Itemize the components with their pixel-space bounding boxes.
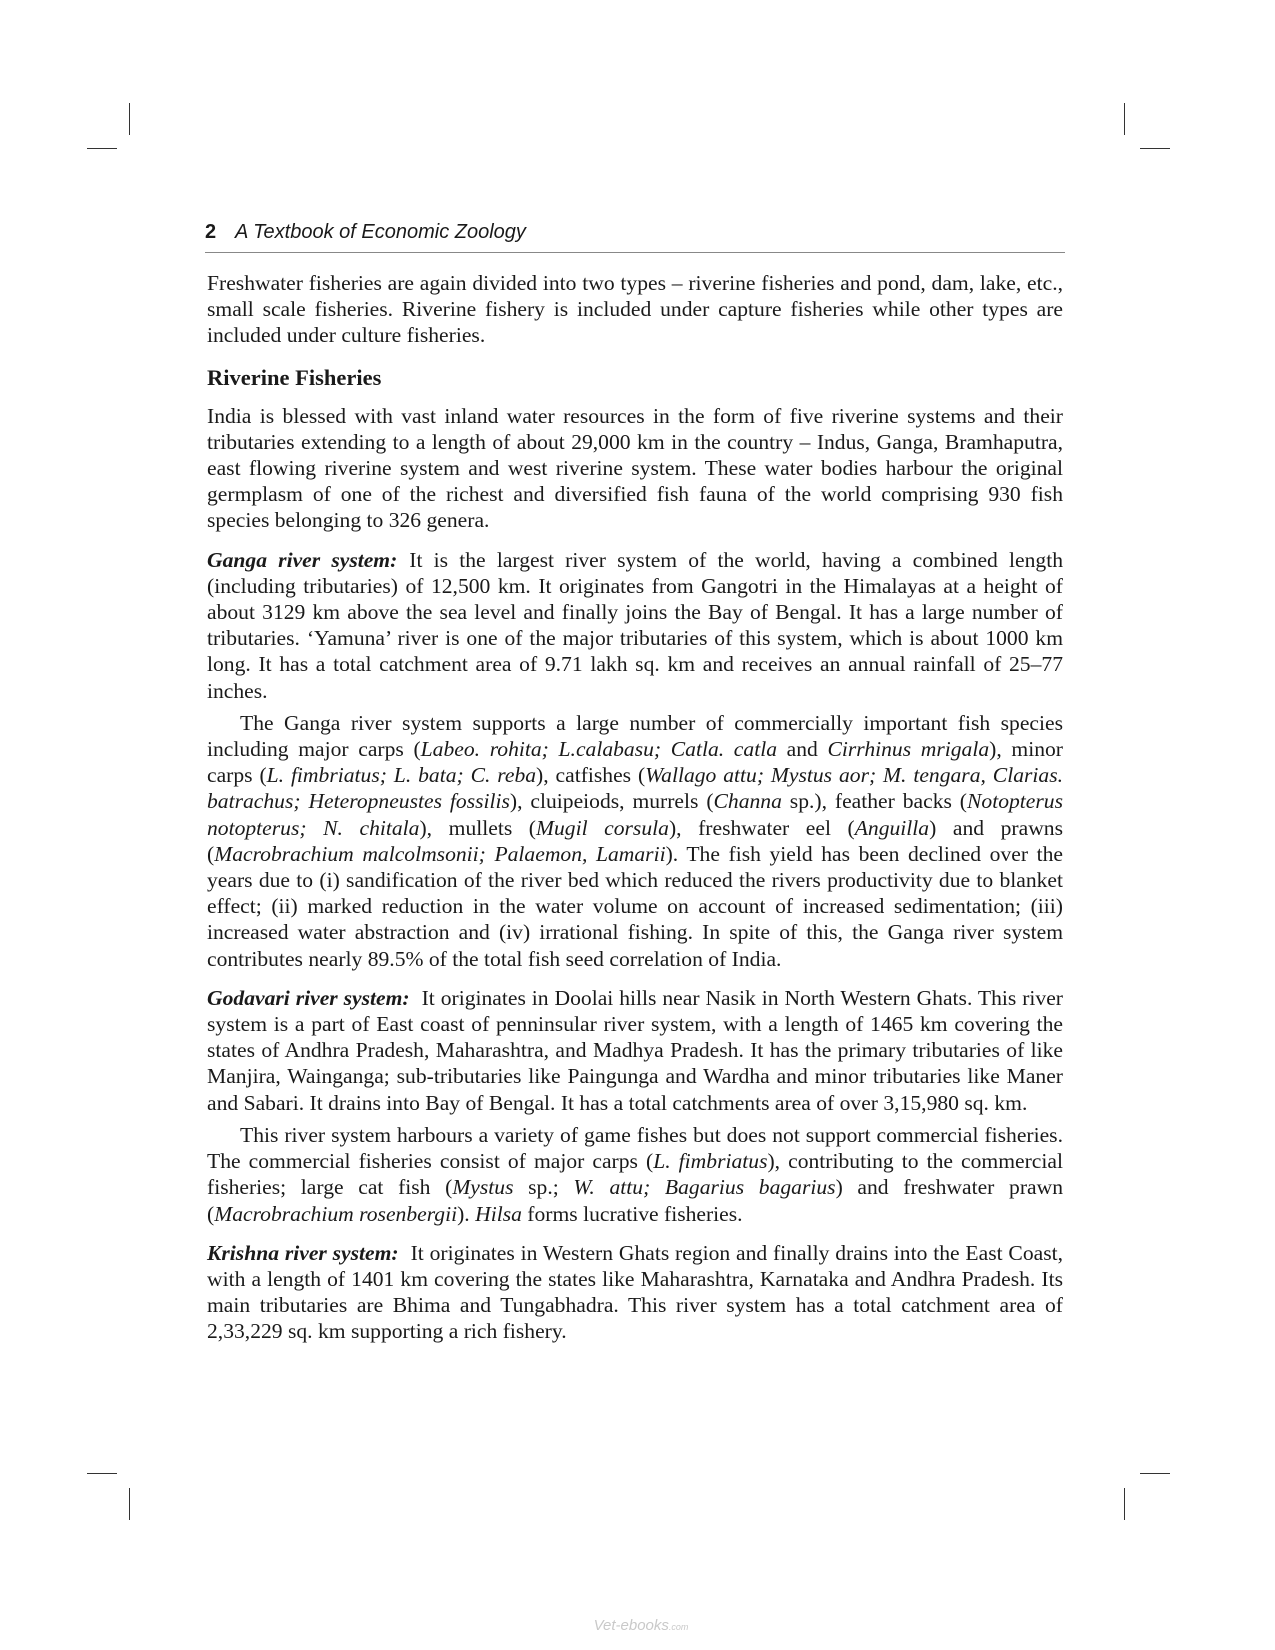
species-name: Hilsa <box>475 1201 522 1226</box>
species-name: Anguilla <box>854 815 930 840</box>
ganga-text: The Ganga river system supports a large number of commercially important fish species including major carps ( <box>207 710 1063 762</box>
species-name: Mystus <box>452 1175 514 1200</box>
krishna-lead: Krishna river system: <box>207 1240 399 1265</box>
running-header <box>205 220 1065 253</box>
godavari-text: ), contributing to the commercial fisheries; large cat fish ( <box>207 1149 1063 1200</box>
watermark-logo <box>576 1614 706 1638</box>
crop-mark-top-left-horizontal <box>87 148 117 149</box>
crop-mark-bottom-right-horizontal <box>1140 1473 1170 1474</box>
godavari-text: forms lucrative fisheries. <box>521 1201 743 1226</box>
crop-mark-top-right-horizontal <box>1140 148 1170 149</box>
page-body <box>207 270 1063 1345</box>
ganga-text: ), mullets ( <box>419 815 536 840</box>
ganga-lead: Ganga river system: <box>207 547 398 572</box>
intro-paragraph: Freshwater fisheries are again divided into two types – riverine fisheries and pond, dam, lake, etc., small scale fisheries. Riverine fishery is included under capture fisheries while other types are included under culture fisheries. <box>207 271 1063 348</box>
species-name: Labeo. rohita; L.calabasu; Catla. catla <box>420 737 777 762</box>
ganga-text: ). The fish yield has been declined over the years due to (i) sandification of the river bed which reduced the rivers productivity due to blanket effect; (ii) marked reduction in the water volume on account of increased sedimentation; (iii) increased water abstraction and (iv) irrational fishing. In spite of this, the Ganga river system contributes nearly 89.5% of the total fish seed correlation of India. <box>207 841 1064 971</box>
riverine-paragraph: India is blessed with vast inland water resources in the form of five riverine systems and their tributaries extending to a length of about 29,000 km in the country – Indus, Ganga, Bramhaputra, east flowing riverine system and west riverine system. These water bodies harbour the original germplasm of one of the richest and diversified fish fauna of the world comprising 930 fish species belonging to 326 genera. <box>207 403 1063 533</box>
godavari-text: This river system harbours a variety of game fishes but does not support commercial fisheries. The commercial fisheries consist of major carps ( <box>207 1122 1063 1174</box>
section-heading-riverine-fisheries: Riverine Fisheries <box>207 364 382 390</box>
godavari-paragraph-2 <box>207 1122 1063 1227</box>
ganga-paragraph-1 <box>207 547 1063 704</box>
species-name: Notopterus notopterus; N. chitala <box>207 789 1063 840</box>
crop-mark-top-right-vertical <box>1124 103 1125 135</box>
krishna-paragraph-1 <box>207 1240 1063 1345</box>
godavari-text-1: It originates in Doolai hills near Nasik in North Western Ghats. This river system is a part of East coast of penninsular river system, with a length of 1465 km covering the states of Andhra Pradesh, Maharashtra, and Madhya Pradesh. It has the primary tributaries of like Manjira, Wainganga; sub-tributaries like Paingunga and Wardha and minor tributaries like Maner and Sabari. It drains into Bay of Bengal. It has a total catchments area of over 3,15,980 sq. km. <box>207 985 1063 1115</box>
species-name: L. fimbriatus; L. bata; C. reba <box>266 763 537 788</box>
ganga-paragraph-2 <box>207 710 1063 972</box>
species-name: L. fimbriatus <box>653 1149 768 1174</box>
godavari-text: ). <box>457 1201 476 1226</box>
ganga-text: ), catfishes ( <box>536 763 646 788</box>
ganga-text: sp.), feather backs ( <box>781 789 967 814</box>
crop-mark-bottom-left-vertical <box>129 1488 130 1520</box>
godavari-text: sp.; <box>513 1175 574 1200</box>
ganga-text: ), freshwater eel ( <box>668 815 855 840</box>
book-title: A Textbook of Economic Zoology <box>235 221 526 243</box>
crop-mark-top-left-vertical <box>129 103 130 135</box>
godavari-paragraph-1 <box>207 985 1063 1116</box>
species-name: Wallago attu; Mystus aor; M. tengara, Clarias. batrachus; Heteropneustes fossilis <box>207 763 1063 814</box>
watermark-text: Vet-ebooks <box>593 1617 669 1634</box>
species-name: Macrobrachium rosenbergii <box>214 1201 458 1226</box>
watermark-suffix: .com <box>668 1622 689 1632</box>
crop-mark-bottom-right-vertical <box>1124 1488 1125 1520</box>
ganga-text: ), cluipeiods, murrels ( <box>509 789 714 814</box>
godavari-text: ) and freshwater prawn ( <box>207 1175 1063 1226</box>
ganga-text-1: It is the largest river system of the world, having a combined length (including tributaries) of 12,500 km. It originates from Gangotri in the Himalayas at a height of about 3129 km above the sea level and finally joins the Bay of Bengal. It has a large number of tributaries. ‘Yamuna’ river is one of the major tributaries of this system, which is about 1000 km long. It has a total catchment area of 9.71 lakh sq. km and receives an annual rainfall of 25–77 inches. <box>207 547 1063 703</box>
godavari-lead: Godavari river system: <box>207 985 410 1010</box>
ganga-text: and <box>777 737 828 762</box>
species-name: Channa <box>713 789 782 814</box>
species-name: Cirrhinus mrigala <box>827 737 990 762</box>
page-number: 2 <box>205 221 217 243</box>
ganga-text: ), minor carps ( <box>207 737 1063 788</box>
species-name: Mugil corsula <box>536 815 669 840</box>
species-name: Macrobrachium malcolmsonii; Palaemon, Lamarii <box>214 841 666 866</box>
krishna-text-1: It originates in Western Ghats region and finally drains into the East Coast, with a length of 1401 km covering the states like Maharashtra, Karnataka and Andhra Pradesh. Its main tributaries are Bhima and Tungabhadra. This river system has a total catchment area of 2,33,229 sq. km supporting a rich fishery. <box>207 1240 1063 1344</box>
ganga-text: ) and prawns ( <box>207 815 1063 866</box>
crop-mark-bottom-left-horizontal <box>87 1473 117 1474</box>
species-name: W. attu; Bagarius bagarius <box>573 1175 836 1200</box>
